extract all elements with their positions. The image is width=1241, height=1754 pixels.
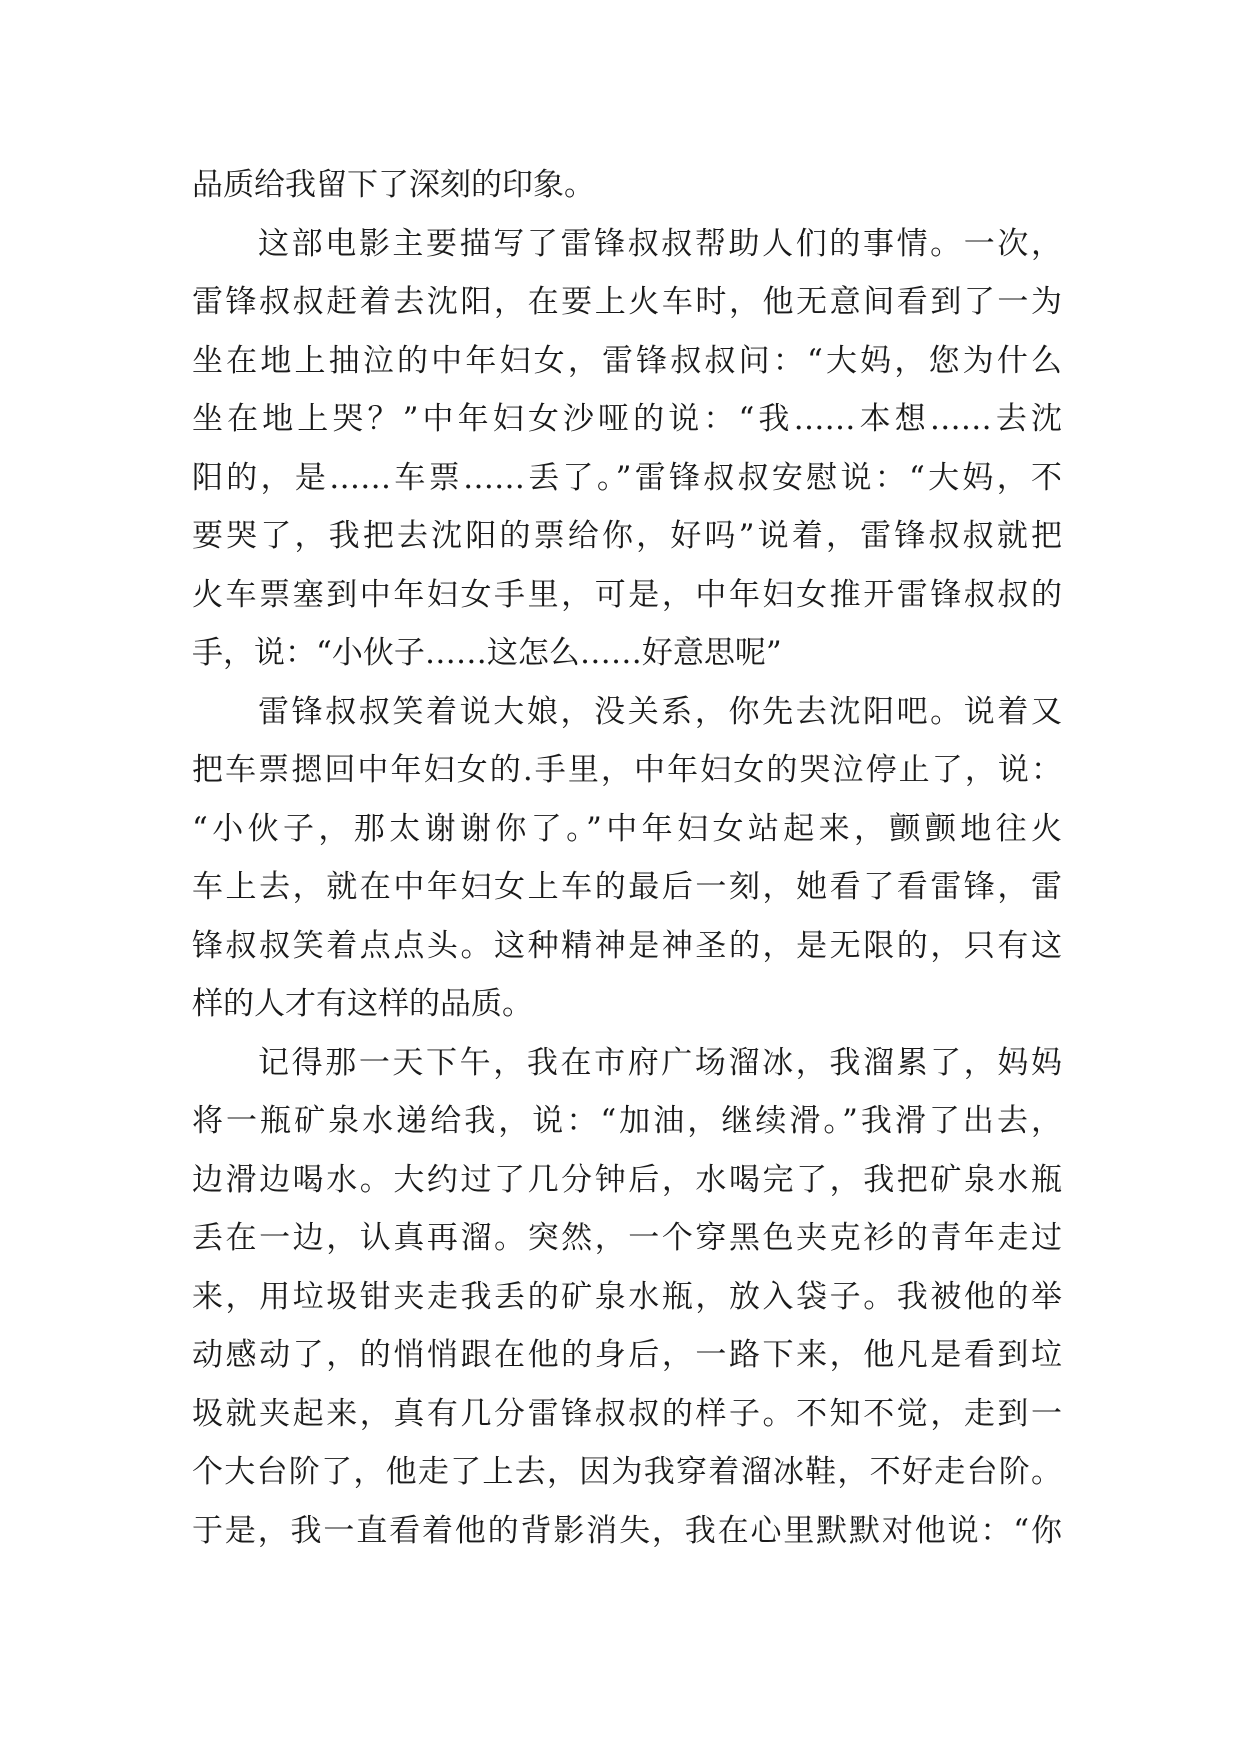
text-line: 雷锋叔叔赶着去沈阳，在要上火车时，他无意间看到了一为 [192, 284, 1062, 320]
text-line: 车上去，就在中年妇女上车的最后一刻，她看了看雷锋，雷 [192, 869, 1062, 905]
text-line: 来，用垃圾钳夹走我丢的矿泉水瓶，放入袋子。我被他的举 [192, 1278, 1062, 1315]
text-line: 丢在一边，认真再溜。突然，一个穿黑色夹克衫的青年走过 [192, 1220, 1062, 1256]
text-line: 样的人才有这样的品质。 [192, 986, 533, 1022]
text-line: 坐在地上抽泣的中年妇女，雷锋叔叔问：“大妈，您为什么 [192, 342, 1062, 379]
text-line: 手，说：“小伙子……这怎么……好意思呢” [192, 635, 782, 671]
text-line: “小伙子，那太谢谢你了。”中年妇女站起来，颤颤地往火 [192, 810, 1062, 847]
text-line: 将一瓶矿泉水递给我，说：“加油，继续滑。”我滑了出去， [192, 1103, 1062, 1139]
text-line: 把车票摁回中年妇女的.手里，中年妇女的哭泣停止了，说： [192, 752, 1062, 788]
text-line: 记得那一天下午，我在市府广场溜冰，我溜累了，妈妈 [258, 1044, 1062, 1081]
text-line: 于是，我一直看着他的背影消失，我在心里默默对他说：“你 [192, 1512, 1062, 1549]
article-body [192, 156, 1062, 1560]
text-line: 这部电影主要描写了雷锋叔叔帮助人们的事情。一次， [258, 225, 1062, 262]
text-line: 边滑边喝水。大约过了几分钟后，水喝完了，我把矿泉水瓶 [192, 1161, 1062, 1198]
text-line: 个大台阶了，他走了上去，因为我穿着溜冰鞋，不好走台阶。 [192, 1454, 1062, 1490]
text-line: 雷锋叔叔笑着说大娘，没关系，你先去沈阳吧。说着又 [258, 693, 1062, 730]
text-line: 品质给我留下了深刻的印象。 [192, 167, 595, 203]
text-line: 圾就夹起来，真有几分雷锋叔叔的样子。不知不觉，走到一 [192, 1395, 1062, 1432]
text-line: 动感动了，的悄悄跟在他的身后，一路下来，他凡是看到垃 [192, 1337, 1062, 1373]
text-line: 要哭了，我把去沈阳的票给你，好吗”说着，雷锋叔叔就把 [192, 518, 1062, 554]
text-line: 火车票塞到中年妇女手里，可是，中年妇女推开雷锋叔叔的 [192, 576, 1062, 613]
text-line: 锋叔叔笑着点点头。这种精神是神圣的，是无限的，只有这 [192, 927, 1062, 964]
text-line: 阳的，是……车票……丢了。”雷锋叔叔安慰说：“大妈，不 [192, 459, 1062, 496]
text-line: 坐在地上哭？”中年妇女沙哑的说：“我……本想……去沈 [192, 401, 1062, 437]
